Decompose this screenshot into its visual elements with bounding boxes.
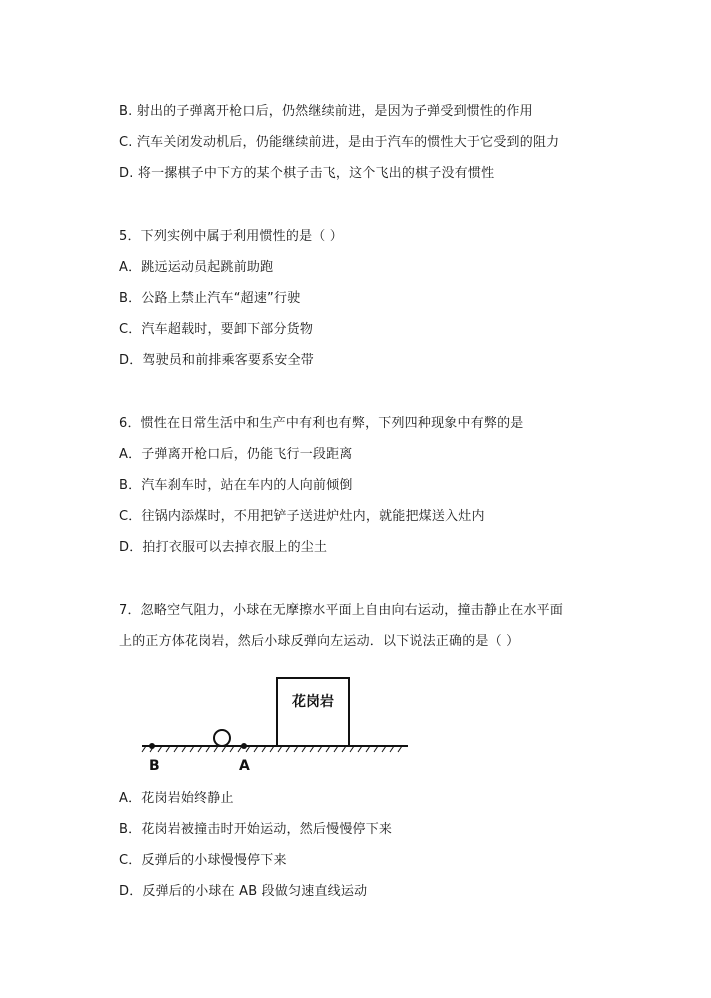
- q6-stem: 6．惯性在日常生活中和生产中有利也有弊，下列四种现象中有弊的是: [119, 416, 524, 431]
- q7-option-a: A．花岗岩始终静止: [119, 791, 234, 806]
- q5-option-b: B．公路上禁止汽车“超速”行驶: [119, 291, 301, 306]
- granite-block-label: 花岗岩: [292, 694, 334, 710]
- q6-option-c: C．往锅内添煤时，不用把铲子送进炉灶内，就能把煤送入灶内: [119, 509, 485, 524]
- q6-option-a: A．子弹离开枪口后，仍能飞行一段距离: [119, 447, 353, 462]
- q4-option-d: D. 将一摞棋子中下方的某个棋子击飞，这个飞出的棋子没有惯性: [119, 166, 495, 181]
- q5-stem: 5．下列实例中属于利用惯性的是（ ）: [119, 229, 344, 244]
- q7-option-d: D．反弹后的小球在 AB 段做匀速直线运动: [119, 884, 368, 899]
- q7-stem-line2: 上的正方体花岗岩，然后小球反弹向左运动．以下说法正确的是（ ）: [119, 634, 520, 649]
- q6-option-d: D．拍打衣服可以去掉衣服上的尘土: [119, 540, 328, 555]
- point-a-dot: [241, 743, 247, 749]
- q7-option-b: B．花岗岩被撞击时开始运动，然后慢慢停下来: [119, 822, 393, 837]
- q5-option-d: D．驾驶员和前排乘客要系安全带: [119, 353, 315, 368]
- point-b-dot: [149, 743, 155, 749]
- q7-figure: [140, 670, 410, 780]
- q4-option-c: C. 汽车关闭发动机后，仍能继续前进，是由于汽车的惯性大于它受到的阻力: [119, 135, 560, 150]
- q5-option-a: A．跳远运动员起跳前助跑: [119, 260, 274, 275]
- ball: [214, 730, 230, 746]
- q6-option-b: B．汽车刹车时，站在车内的人向前倾倒: [119, 478, 353, 493]
- point-b-label: B: [149, 758, 160, 774]
- point-a-label: A: [239, 758, 250, 774]
- q7-option-c: C．反弹后的小球慢慢停下来: [119, 853, 287, 868]
- q7-stem-line1: 7．忽略空气阻力，小球在无摩擦水平面上自由向右运动，撞击静止在水平面: [119, 603, 564, 618]
- q4-option-b: B. 射出的子弹离开枪口后，仍然继续前进，是因为子弹受到惯性的作用: [119, 104, 533, 119]
- q5-option-c: C．汽车超载时，要卸下部分货物: [119, 322, 314, 337]
- granite-block: [277, 678, 349, 746]
